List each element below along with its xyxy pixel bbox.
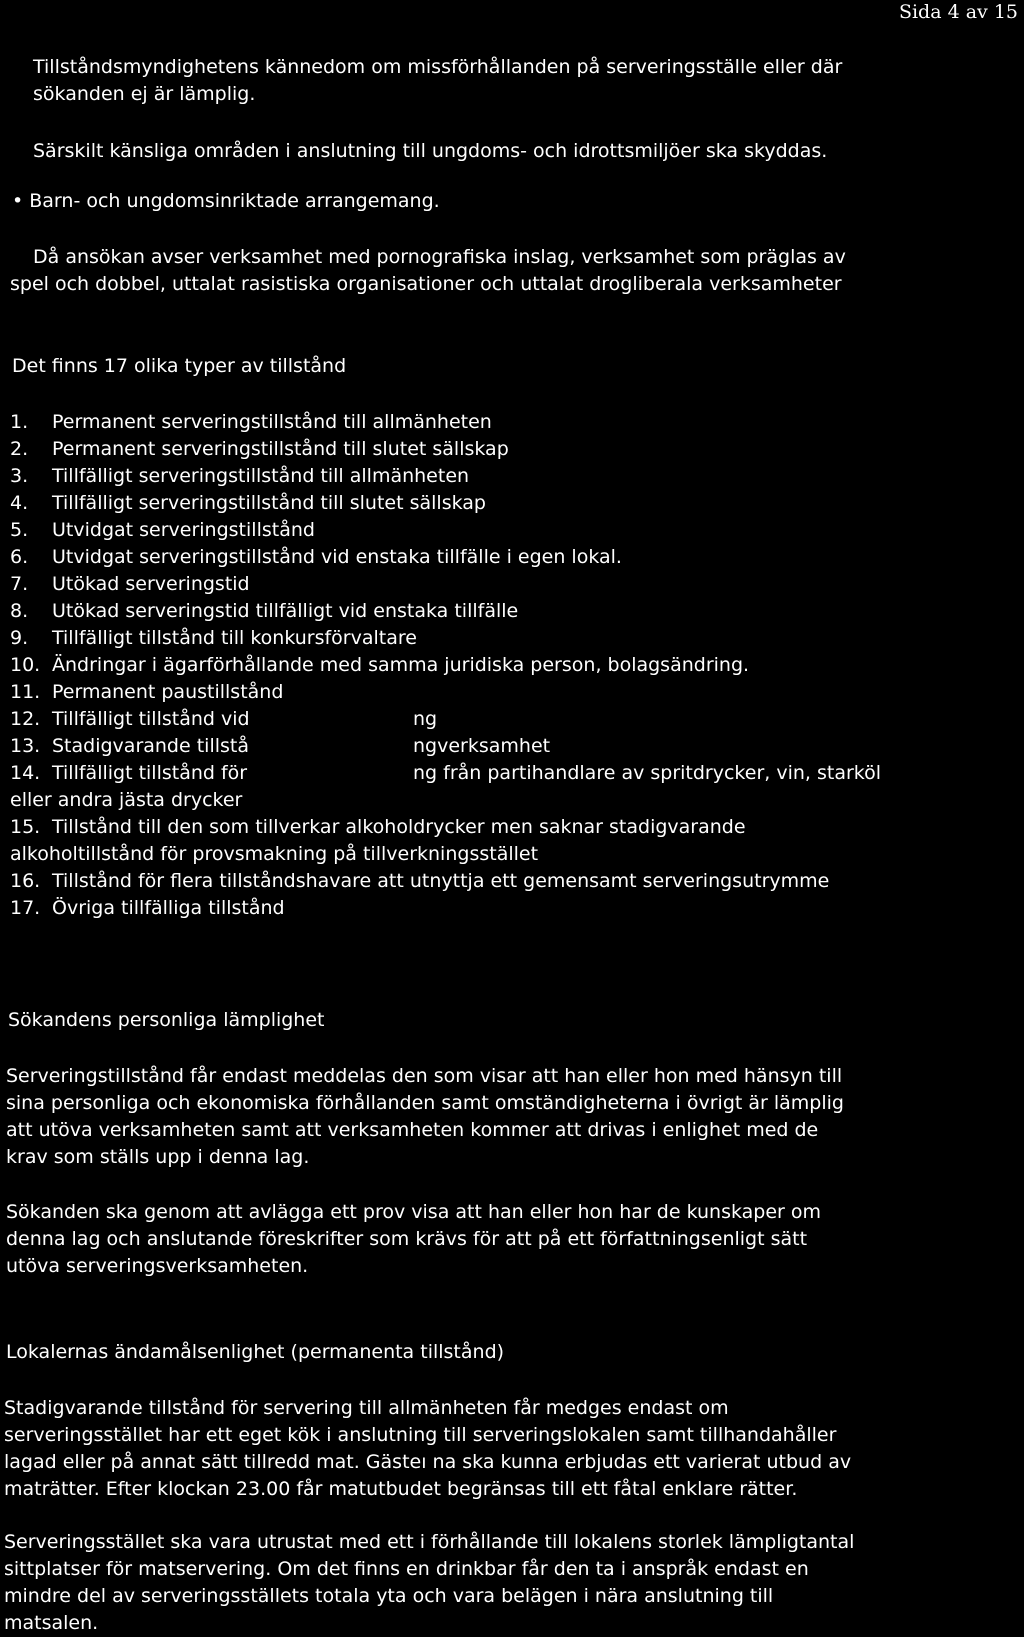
list-item-text: Stadigvarande tillstå [52,735,250,757]
list-item-number: 1. [10,411,29,433]
list-item-text: Tillfälligt serveringstillstånd till allmänheten [52,465,470,487]
list-item [10,598,1020,625]
section-heading: Sökandens personliga lämplighet [8,1009,325,1031]
list-item [10,517,1020,544]
list-item [10,814,1020,841]
list-item-text: Permanent serveringstillstånd till slutet sällskap [52,438,509,460]
bullet-item: • Barn- och ungdomsinriktade arrangemang. [12,190,440,212]
intro-paragraph-3 [10,244,1020,298]
list-item-continuation [10,841,1020,868]
list-item [10,679,1020,706]
permit-types-list [10,409,1020,922]
intro-paragraph-1 [33,54,1024,108]
list-item-number: 16. [10,870,41,892]
section-heading: Lokalernas ändamålsenlighet (permanenta tillstånd) [6,1341,505,1363]
list-item-text: Utökad serveringstid [52,573,250,595]
list-item-text: Övriga tillfälliga tillstånd [52,897,285,919]
list-item [10,544,1020,571]
list-item [10,463,1020,490]
list-item-text: Tillfälligt tillstånd för [52,762,248,784]
list-item [10,409,1020,436]
text-line: krav som ställs upp i denna lag. [6,1146,310,1168]
list-item-number: 10. [10,654,41,676]
text-line: Serveringstillstånd får endast meddelas den som visar att han eller hon med hänsyn till [6,1065,843,1087]
intro-line-1a: Tillståndsmyndighetens kännedom om missförhållanden på serveringsställe eller där [33,56,843,78]
intro-line-2: Särskilt känsliga områden i anslutning till ungdoms- och idrottsmiljöer ska skyddas. [33,140,828,162]
list-item-number: 12. [10,708,41,730]
list-item-text: Permanent paustillstånd [52,681,284,703]
text-line: matsalen. [4,1612,99,1634]
list-item [10,652,1020,679]
types-heading-text: Det finns 17 olika typer av tillstånd [12,355,347,377]
intro-line-3b: spel och dobbel, uttalat rasistiska organisationer och uttalat drogliberala verksamheter [10,273,842,295]
text-line: lagad eller på annat sätt tillredd mat. Gästeı na ska kunna erbjudas ett varierat utbud av [4,1451,852,1473]
list-item-text: Tillstånd till den som tillverkar alkoholdrycker men saknar stadigvarande [52,816,746,838]
text-line: att utöva verksamheten samt att verksamheten kommer att drivas i enlighet med de [6,1119,819,1141]
list-item-text-tail: ngverksamhet [413,735,551,757]
list-item-text: Tillfälligt serveringstillstånd till slutet sällskap [52,492,486,514]
text-line: Serveringsstället ska vara utrustat med ett i förhållande till lokalens storlek lämpligtantal [4,1531,855,1553]
personal-heading [8,1007,1018,1034]
text-line: serveringsstället har ett eget kök i anslutning till serveringslokalen samt tillhandahåller [4,1424,837,1446]
text-line: utöva serveringsverksamheten. [6,1255,309,1277]
premises-paragraph-2 [4,1529,1014,1637]
intro-bullet [12,188,1022,215]
list-item-text: Tillfälligt tillstånd till konkursförvaltare [52,627,417,649]
page-number: Sida 4 av 15 [898,1,1018,23]
list-item [10,625,1020,652]
list-item-number: 14. [10,762,41,784]
list-item-text: alkoholtillstånd för provsmakning på tillverkningsstället [10,843,539,865]
list-item-number: 8. [10,600,29,622]
list-item [10,436,1020,463]
text-line: sittplatser för matservering. Om det finns en drinkbar får den ta i anspråk endast en [4,1558,809,1580]
list-item-number: 6. [10,546,29,568]
list-item-number: 3. [10,465,29,487]
list-item-text-tail: ng [413,708,438,730]
list-item-text-tail: ng från partihandlare av spritdrycker, vin, starköl [413,762,882,784]
list-item-number: 2. [10,438,29,460]
list-item-number: 11. [10,681,41,703]
list-item [10,733,1020,760]
list-item-text: Tillstånd för flera tillståndshavare att utnyttja ett gemensamt serveringsutrymme [52,870,830,892]
list-item-number: 17. [10,897,41,919]
intro-paragraph-2 [33,138,1024,165]
personal-paragraph-2 [6,1199,1016,1280]
premises-heading [6,1339,1016,1366]
list-item-number: 4. [10,492,29,514]
list-item-text: Utvidgat serveringstillstånd vid enstaka tillfälle i egen lokal. [52,546,622,568]
list-item [10,760,1020,787]
text-line: mindre del av serveringsställets totala yta och vara belägen i nära anslutning till [4,1585,774,1607]
types-heading [12,353,1022,380]
text-line: Stadigvarande tillstånd för servering till allmänheten får medges endast om [4,1397,729,1419]
list-item-number: 9. [10,627,29,649]
list-item-number: 15. [10,816,41,838]
text-line: Sökanden ska genom att avlägga ett prov visa att han eller hon har de kunskaper om [6,1201,822,1223]
list-item [10,868,1020,895]
list-item [10,571,1020,598]
intro-line-3a: Då ansökan avser verksamhet med pornografiska inslag, verksamhet som präglas av [33,246,846,268]
list-item-continuation [10,787,1020,814]
list-item-text: eller andra jästa drycker [10,789,243,811]
list-item [10,490,1020,517]
list-item-text: Utökad serveringstid tillfälligt vid enstaka tillfälle [52,600,519,622]
list-item [10,895,1020,922]
list-item-number: 5. [10,519,29,541]
list-item-text: Tillfälligt tillstånd vid [52,708,250,730]
list-item-text: Utvidgat serveringstillstånd [52,519,315,541]
premises-paragraph-1 [4,1395,1014,1503]
list-item-number: 7. [10,573,29,595]
list-item [10,706,1020,733]
list-item-text: Ändringar i ägarförhållande med samma juridiska person, bolagsändring. [52,654,750,676]
text-line: denna lag och anslutande föreskrifter som krävs för att på ett författningsenligt sätt [6,1228,808,1250]
intro-line-1b: sökanden ej är lämplig. [33,83,256,105]
list-item-number: 13. [10,735,41,757]
text-line: sina personliga och ekonomiska förhållanden samt omständigheterna i övrigt är lämplig [6,1092,844,1114]
list-item-text: Permanent serveringstillstånd till allmänheten [52,411,492,433]
text-line: maträtter. Efter klockan 23.00 får matutbudet begränsas till ett fåtal enklare rätter. [4,1478,798,1500]
personal-paragraph-1 [6,1063,1016,1171]
